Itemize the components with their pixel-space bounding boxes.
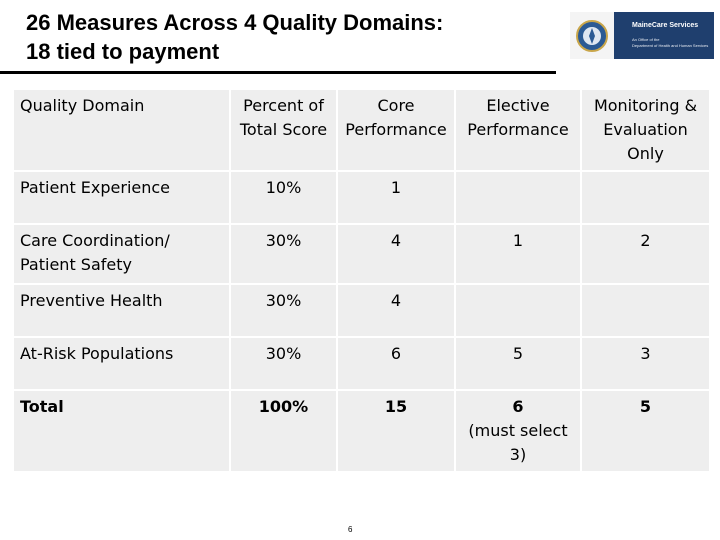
slide-title-line1: 26 Measures Across 4 Quality Domains: (26, 10, 444, 35)
slide-title (26, 8, 546, 66)
mainecare-logo (570, 12, 714, 59)
quality-domains-table (12, 88, 711, 473)
percent-cell: 30% (230, 284, 337, 337)
domain-cell: At-Risk Populations (13, 337, 230, 390)
logo-subtitle-2: Department of Health and Human Services (632, 43, 709, 48)
table-row (13, 337, 710, 390)
header-quality-domain: Quality Domain (13, 89, 230, 171)
logo-name: MaineCare Services (632, 22, 699, 29)
total-monitoring-cell: 5 (581, 390, 710, 472)
total-elective-note: (must select 3) (468, 421, 568, 464)
core-cell: 1 (337, 171, 455, 224)
monitoring-cell (581, 284, 710, 337)
header-elective-performance: Elective Performance (455, 89, 581, 171)
table-row (13, 284, 710, 337)
header-core-performance: Core Performance (337, 89, 455, 171)
header-monitoring-evaluation: Monitoring & Evaluation Only (581, 89, 710, 171)
total-percent-cell: 100% (230, 390, 337, 472)
domain-cell: Preventive Health (13, 284, 230, 337)
table-row (13, 171, 710, 224)
percent-cell: 10% (230, 171, 337, 224)
title-underline (0, 71, 556, 74)
core-cell: 4 (337, 284, 455, 337)
elective-cell (455, 284, 581, 337)
percent-cell: 30% (230, 337, 337, 390)
logo-subtitle-1: An Office of the (632, 37, 660, 42)
table-row (13, 224, 710, 284)
state-seal-icon (570, 12, 614, 59)
table-total-row (13, 390, 710, 472)
elective-cell: 1 (455, 224, 581, 284)
monitoring-cell (581, 171, 710, 224)
header-percent-of-total: Percent of Total Score (230, 89, 337, 171)
table-header-row (13, 89, 710, 171)
elective-cell: 5 (455, 337, 581, 390)
total-core-cell: 15 (337, 390, 455, 472)
domain-cell: Patient Experience (13, 171, 230, 224)
monitoring-cell: 3 (581, 337, 710, 390)
core-cell: 4 (337, 224, 455, 284)
monitoring-cell: 2 (581, 224, 710, 284)
percent-cell: 30% (230, 224, 337, 284)
total-elective-cell (455, 390, 581, 472)
core-cell: 6 (337, 337, 455, 390)
elective-cell (455, 171, 581, 224)
total-elective-value: 6 (512, 397, 524, 416)
page-number: 6 (348, 525, 353, 534)
slide-title-line2: 18 tied to payment (26, 39, 220, 64)
domain-cell: Care Coordination/ Patient Safety (13, 224, 230, 284)
total-label-cell: Total (13, 390, 230, 472)
